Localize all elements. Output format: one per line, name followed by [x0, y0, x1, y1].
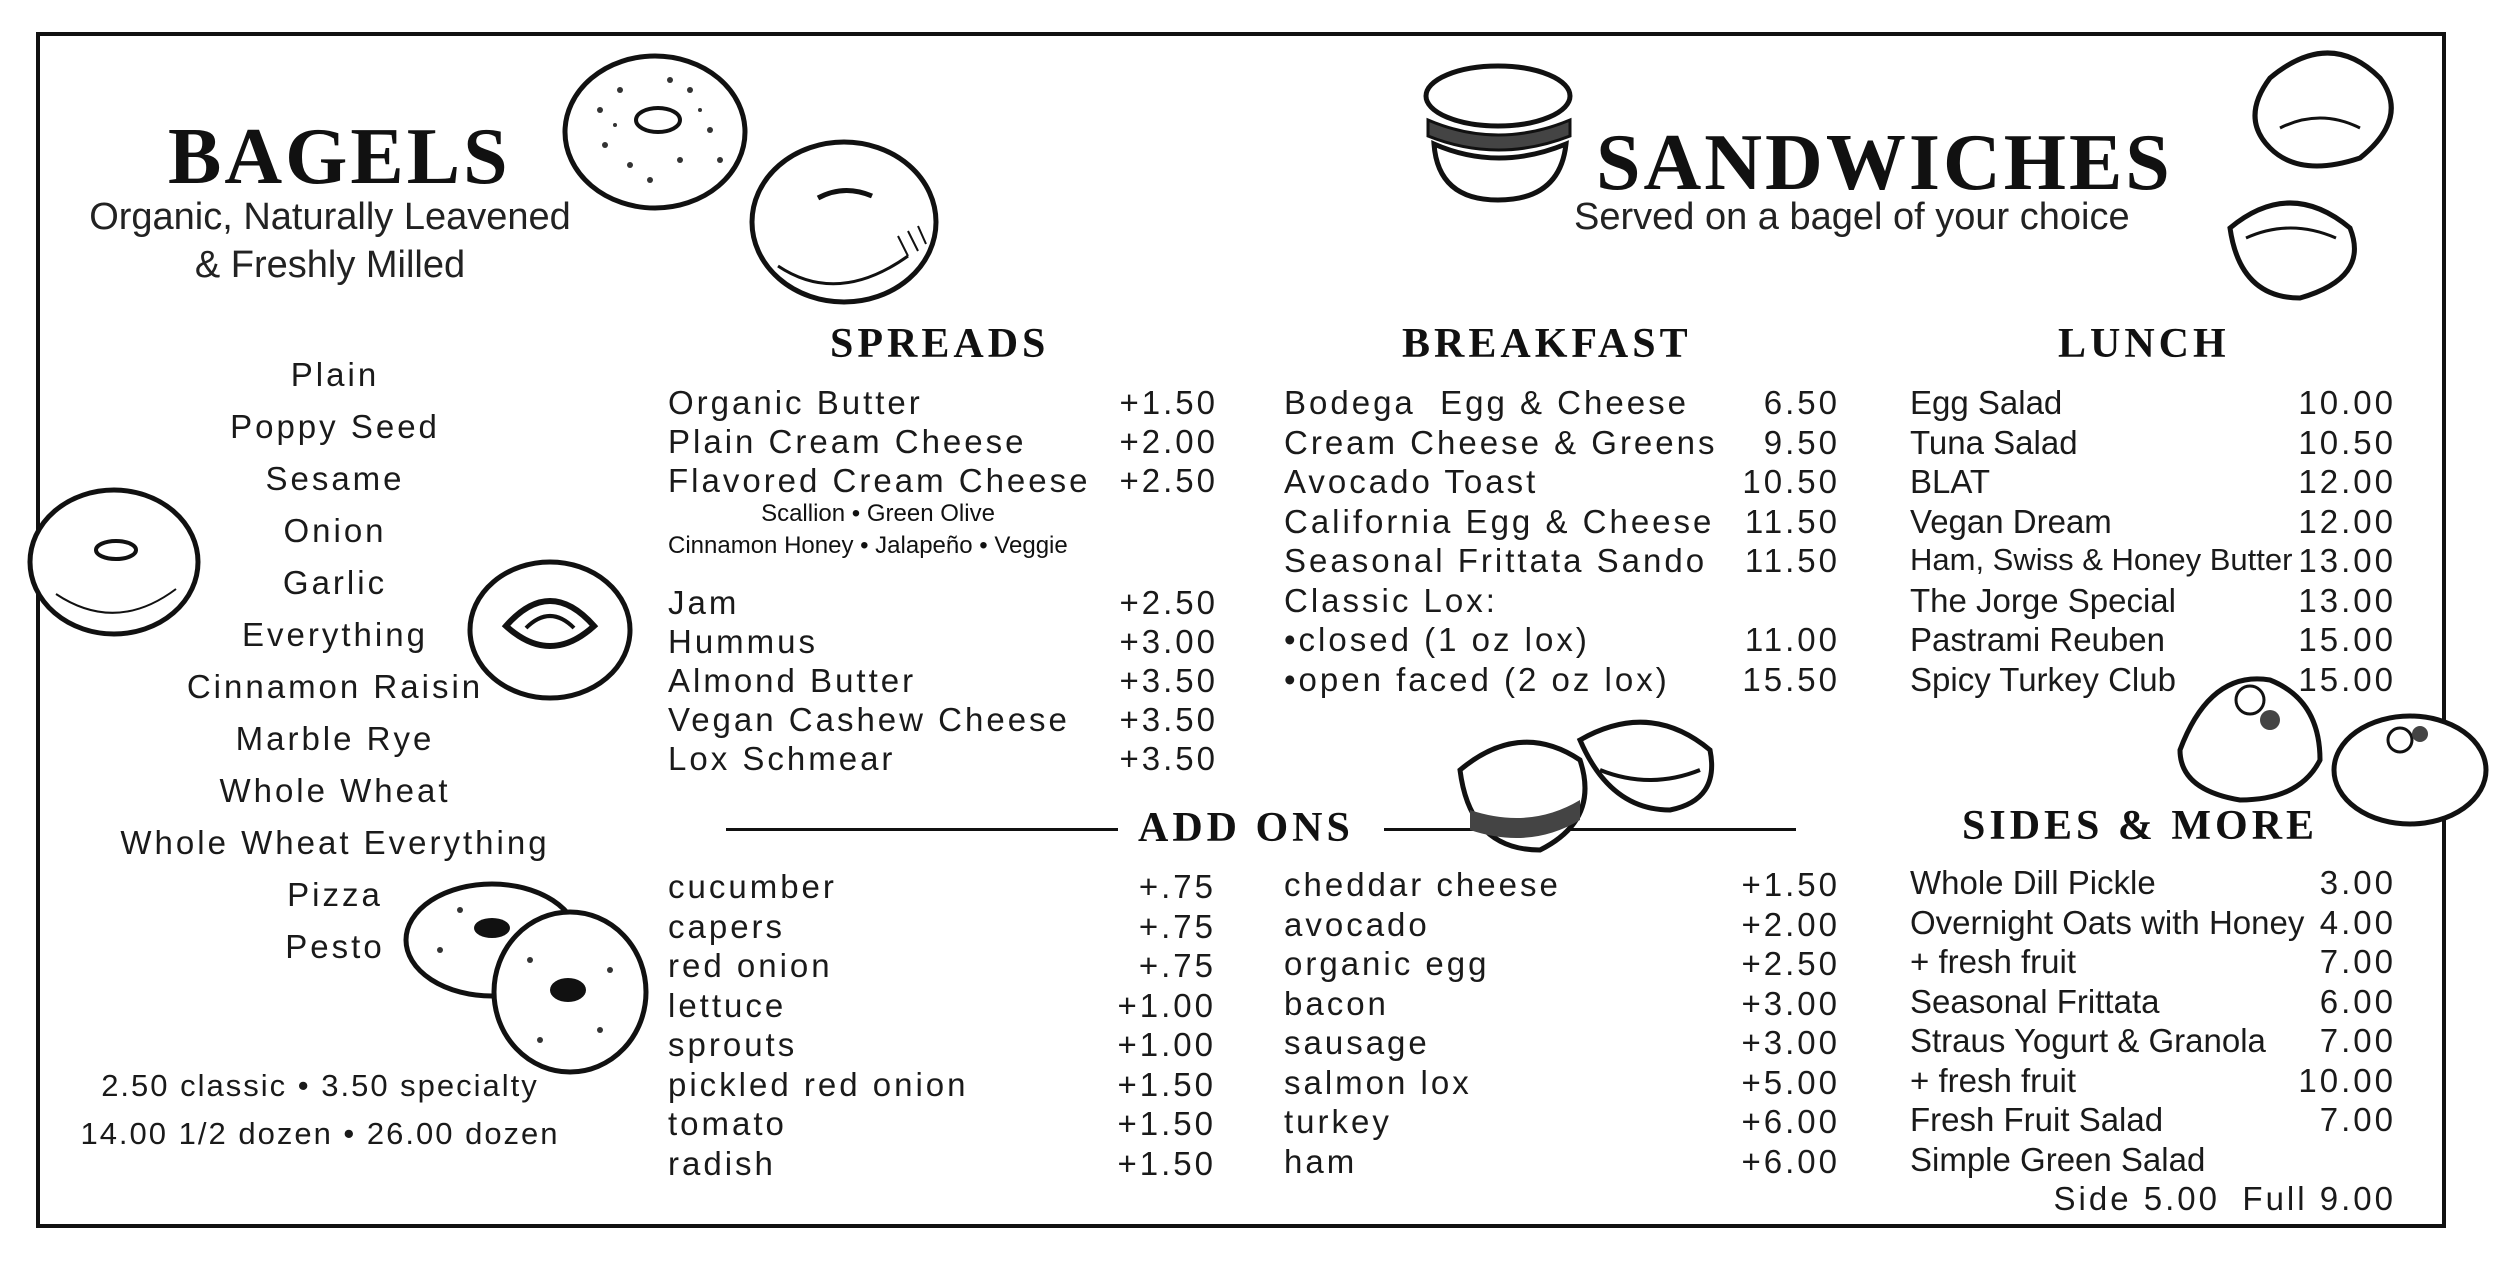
lunch-item	[1910, 582, 2396, 622]
bagel-icon	[466, 556, 636, 706]
addon-name: sausage	[1284, 1024, 1430, 1061]
bagel-item: Plain	[290, 356, 380, 393]
spread-name: Organic Butter	[668, 384, 923, 421]
bagel-item: Whole Wheat	[219, 772, 451, 809]
side-name: Overnight Oats with Honey	[1910, 903, 2305, 941]
spread-price: +3.50	[1119, 662, 1218, 699]
addon-item	[668, 1145, 1216, 1185]
addons-list-left	[668, 868, 1216, 1184]
spreads-list	[668, 384, 1218, 779]
side-salad-sizes	[1910, 1180, 2396, 1220]
addon-name: cheddar cheese	[1284, 866, 1561, 903]
side-name: Fresh Fruit Salad	[1910, 1101, 2164, 1138]
bagel-item: Everything	[242, 616, 428, 653]
side-salad-side-price: Side 5.00	[2053, 1180, 2220, 1217]
side-salad-full-price: Full 9.00	[2242, 1180, 2396, 1217]
spread-item	[668, 740, 1218, 779]
addon-name: avocado	[1284, 905, 1430, 943]
addon-item	[668, 1066, 1216, 1106]
addon-item	[668, 908, 1216, 948]
addon-name: cucumber	[668, 868, 837, 905]
side-price: 4.00	[2319, 903, 2396, 941]
bagels-title: BAGELS	[168, 113, 511, 201]
lunch-name: Spicy Turkey Club	[1910, 660, 2176, 698]
lunch-price: 15.00	[2298, 660, 2396, 698]
breakfast-price: 15.50	[1742, 660, 1840, 698]
addon-item	[668, 947, 1216, 987]
side-price: 3.00	[2319, 864, 2396, 901]
addon-item	[1284, 1103, 1840, 1143]
side-item	[1910, 1101, 2396, 1141]
bagel-pricing-line-2: 14.00 1/2 dozen • 26.00 dozen	[80, 1116, 560, 1151]
breakfast-item	[1284, 424, 1840, 464]
spread-name: Almond Butter	[668, 662, 917, 699]
spread-item	[668, 662, 1218, 701]
bagels-subtitle-line-1: Organic, Naturally Leavened	[89, 196, 571, 238]
addons-rule-left	[726, 828, 1118, 831]
side-item	[1910, 943, 2396, 983]
addon-item	[1284, 906, 1840, 946]
bagel-item: Pizza	[287, 876, 383, 913]
addon-price: +1.50	[1117, 1065, 1216, 1103]
side-name: Straus Yogurt & Granola	[1910, 1022, 2266, 1059]
bagel-item: Pesto	[285, 928, 385, 965]
sides-list	[1910, 864, 2396, 1220]
addon-item	[668, 868, 1216, 908]
spread-item	[668, 423, 1218, 462]
addon-name: turkey	[1284, 1103, 1392, 1140]
addon-name: radish	[668, 1144, 776, 1182]
lunch-name: Tuna Salad	[1910, 423, 2078, 461]
breakfast-name: •closed (1 oz lox)	[1284, 621, 1590, 658]
lunch-item	[1910, 503, 2396, 543]
addon-name: salmon lox	[1284, 1063, 1472, 1101]
breakfast-price: 6.50	[1763, 384, 1840, 421]
spread-price: +2.50	[1119, 462, 1218, 499]
side-price: 10.00	[2298, 1061, 2396, 1099]
spread-price: +2.50	[1119, 584, 1218, 621]
lunch-item	[1910, 621, 2396, 661]
sandwiches-subtitle: Served on a bagel of your choice	[1574, 196, 2130, 238]
spread-name: Hummus	[668, 623, 819, 660]
bagel-item: Onion	[283, 512, 387, 549]
lunch-price: 12.00	[2298, 502, 2396, 540]
bagel-item: Garlic	[282, 564, 388, 601]
breakfast-item	[1284, 661, 1840, 701]
breakfast-item	[1284, 582, 1840, 622]
spread-item	[668, 462, 1218, 500]
bagel-item: Marble Rye	[235, 720, 435, 757]
breakfast-item	[1284, 542, 1840, 582]
sides-title: SIDES & MORE	[1962, 803, 2319, 849]
side-item	[1910, 904, 2396, 944]
lunch-item	[1910, 463, 2396, 503]
addon-item	[1284, 945, 1840, 985]
addons-title: ADD ONS	[1138, 805, 1354, 851]
sandwich-icon	[2210, 38, 2410, 328]
bagel-icon	[560, 50, 760, 220]
spread-price: +3.50	[1119, 701, 1218, 738]
bagel-item: Sesame	[265, 460, 405, 497]
addon-price: +1.50	[1741, 866, 1840, 903]
addon-item	[1284, 985, 1840, 1025]
lunch-item	[1910, 424, 2396, 464]
lunch-list	[1910, 384, 2396, 700]
lunch-price: 10.50	[2298, 423, 2396, 461]
breakfast-item	[1284, 621, 1840, 661]
breakfast-price: 11.00	[1744, 621, 1840, 658]
lunch-name: Vegan Dream	[1910, 502, 2112, 540]
lunch-name: Egg Salad	[1910, 384, 2063, 421]
spread-name: Vegan Cashew Cheese	[668, 701, 1070, 738]
addon-price: +3.00	[1741, 1024, 1840, 1061]
addon-price: +1.50	[1117, 1105, 1216, 1142]
breakfast-price: 9.50	[1763, 423, 1840, 461]
addon-name: lettuce	[668, 986, 787, 1024]
bagel-item: Poppy Seed	[230, 408, 440, 445]
lunch-price: 13.00	[2298, 542, 2396, 579]
side-name: Seasonal Frittata	[1910, 982, 2160, 1020]
side-name: Simple Green Salad	[1910, 1140, 2206, 1178]
spread-item	[668, 584, 1218, 623]
addon-price: +.75	[1138, 868, 1216, 905]
side-item	[1910, 1022, 2396, 1062]
breakfast-name: Seasonal Frittata Sando	[1284, 542, 1708, 579]
breakfast-name: •open faced (2 oz lox)	[1284, 660, 1670, 698]
sandwich-icon	[1450, 700, 1730, 880]
addon-price: +5.00	[1741, 1063, 1840, 1101]
spread-name: Jam	[668, 584, 740, 621]
spread-name: Flavored Cream Cheese	[668, 462, 1091, 499]
breakfast-price: 10.50	[1742, 463, 1840, 500]
spread-price: +3.00	[1119, 623, 1218, 660]
side-price: 7.00	[2319, 1022, 2396, 1059]
addon-price: +2.50	[1741, 945, 1840, 982]
breakfast-name: Cream Cheese & Greens	[1284, 423, 1718, 461]
addon-item	[1284, 1064, 1840, 1104]
addon-name: organic egg	[1284, 945, 1490, 982]
sandwiches-title: SANDWICHES	[1596, 119, 2173, 207]
bagel-icon	[748, 136, 948, 316]
lunch-name: Pastrami Reuben	[1910, 621, 2165, 658]
breakfast-item	[1284, 503, 1840, 543]
bagel-icon	[400, 880, 660, 1080]
side-item	[1910, 983, 2396, 1023]
breakfast-price: 11.50	[1744, 542, 1840, 579]
side-price: 7.00	[2319, 1101, 2396, 1138]
addon-name: sprouts	[668, 1026, 798, 1063]
addon-item	[1284, 1024, 1840, 1064]
spread-price: +1.50	[1119, 384, 1218, 421]
spread-name: Lox Schmear	[668, 740, 896, 777]
lunch-price: 15.00	[2298, 621, 2396, 658]
bagel-item: Whole Wheat Everything	[120, 824, 550, 861]
breakfast-name: Avocado Toast	[1284, 463, 1539, 500]
cream-cheese-flavors-line-2: Cinnamon Honey • Jalapeño • Veggie	[668, 532, 1068, 559]
addon-price: +6.00	[1741, 1103, 1840, 1140]
side-name: Whole Dill Pickle	[1910, 864, 2156, 901]
bagel-icon	[26, 484, 206, 644]
side-price: 6.00	[2319, 982, 2396, 1020]
lunch-price: 13.00	[2298, 581, 2396, 619]
addon-item	[668, 1026, 1216, 1066]
sandwich-icon	[2170, 660, 2490, 840]
addon-price: +6.00	[1741, 1142, 1840, 1180]
addon-name: pickled red onion	[668, 1065, 969, 1103]
addon-price: +1.00	[1117, 986, 1216, 1024]
sandwich-icon	[1420, 60, 1580, 210]
addon-price: +.75	[1138, 907, 1216, 945]
addon-price: +1.50	[1117, 1144, 1216, 1182]
lunch-price: 12.00	[2298, 463, 2396, 500]
addon-name: ham	[1284, 1142, 1358, 1180]
bagel-item: Cinnamon Raisin	[186, 668, 484, 705]
bagels-subtitle-line-2: & Freshly Milled	[194, 244, 466, 286]
lunch-price: 10.00	[2298, 384, 2396, 421]
side-price: 7.00	[2319, 943, 2396, 980]
side-item	[1910, 864, 2396, 904]
addon-item	[668, 987, 1216, 1027]
cream-cheese-flavors-line-1: Scallion • Green Olive	[761, 500, 995, 527]
breakfast-name: Bodega Egg & Cheese	[1284, 384, 1689, 421]
lunch-name: Ham, Swiss & Honey Butter	[1910, 542, 2293, 577]
breakfast-price: 11.50	[1744, 502, 1840, 540]
bagel-pricing-line-1: 2.50 classic • 3.50 specialty	[101, 1068, 539, 1103]
spread-item	[668, 623, 1218, 662]
breakfast-name: California Egg & Cheese	[1284, 502, 1715, 540]
addon-price: +1.00	[1117, 1026, 1216, 1063]
side-item	[1910, 1062, 2396, 1102]
addon-name: bacon	[1284, 984, 1389, 1022]
spreads-title: SPREADS	[830, 321, 1050, 367]
lunch-title: LUNCH	[2058, 321, 2230, 367]
breakfast-item	[1284, 384, 1840, 424]
spread-name: Plain Cream Cheese	[668, 423, 1027, 460]
side-item	[1910, 1141, 2396, 1181]
lunch-item	[1910, 542, 2396, 582]
addon-item	[668, 1105, 1216, 1145]
addon-name: red onion	[668, 947, 833, 984]
spread-item	[668, 384, 1218, 423]
breakfast-item	[1284, 463, 1840, 503]
spread-item	[668, 701, 1218, 740]
addon-item	[1284, 1143, 1840, 1183]
addon-price: +2.00	[1741, 905, 1840, 943]
lunch-name: The Jorge Special	[1910, 581, 2176, 619]
addon-price: +3.00	[1741, 984, 1840, 1022]
breakfast-list	[1284, 384, 1840, 700]
addons-list-right	[1284, 866, 1840, 1182]
side-name: + fresh fruit	[1910, 943, 2076, 980]
breakfast-name: Classic Lox:	[1284, 581, 1498, 619]
lunch-name: BLAT	[1910, 463, 1991, 500]
spread-price: +2.00	[1119, 423, 1218, 460]
addon-name: capers	[668, 907, 786, 945]
addon-name: tomato	[668, 1105, 787, 1142]
breakfast-title: BREAKFAST	[1402, 321, 1692, 367]
lunch-item	[1910, 384, 2396, 424]
spread-price: +3.50	[1119, 740, 1218, 777]
side-name: + fresh fruit	[1910, 1061, 2076, 1099]
addon-price: +.75	[1138, 947, 1216, 984]
